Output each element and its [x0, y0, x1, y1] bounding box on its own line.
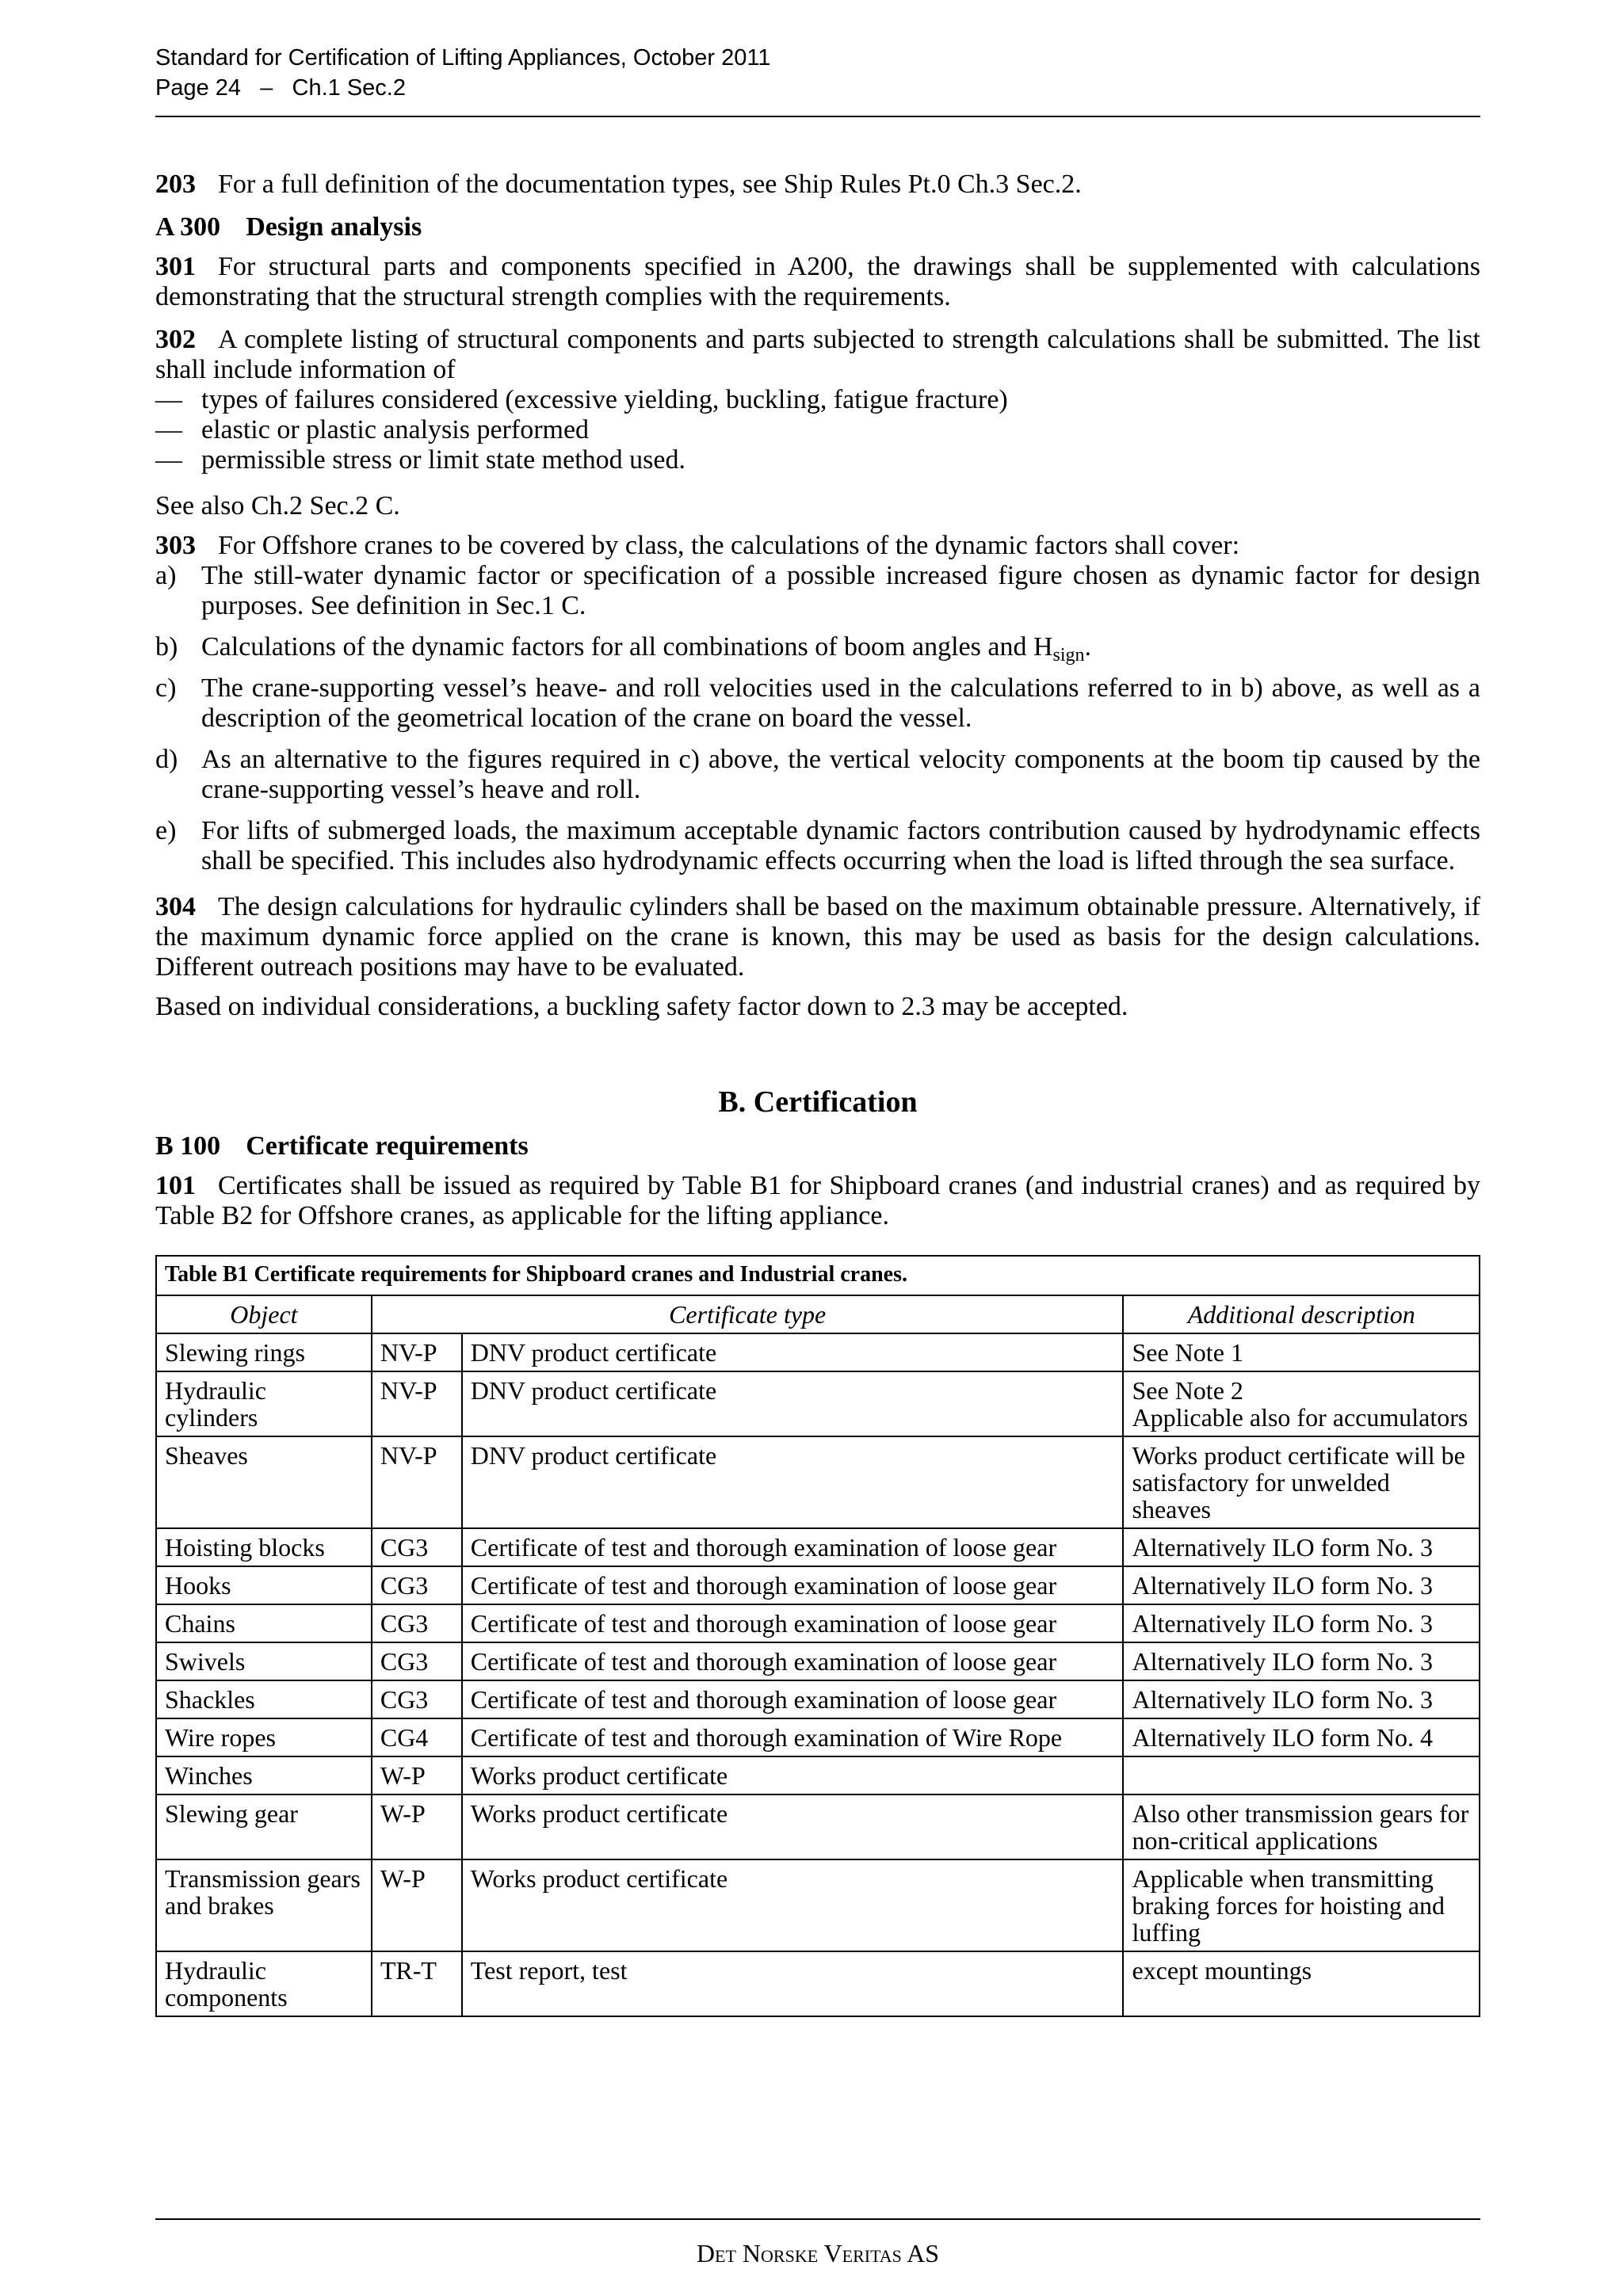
paragraph-number: 101 [155, 1171, 196, 1200]
header-title: Standard for Certification of Lifting Appliances, October 2011 [155, 45, 771, 71]
list-item-d: d) As an alternative to the figures required in c) above, the vertical velocity components at the boom tip caused by the crane-supporting vessel’s heave and roll. [155, 745, 1480, 804]
list-item: — types of failures considered (excessive yielding, buckling, fatigue fracture) [155, 385, 1008, 414]
table-row: Winches W-P Works product certificate [156, 1756, 1480, 1794]
list-item: — elastic or plastic analysis performed [155, 415, 590, 444]
buckling-note: Based on individual considerations, a buckling safety factor down to 2.3 may be accepted. [155, 992, 1128, 1021]
subsection-title: Design analysis [246, 212, 422, 242]
paragraph-text: For Offshore cranes to be covered by class, the calculations of the dynamic factors shall cover: [218, 531, 1240, 560]
header-rule [155, 116, 1480, 117]
header-page-ref: Page 24 – Ch.1 Sec.2 [155, 75, 406, 101]
table-row: Swivels CG3 Certificate of test and thorough examination of loose gear Alternatively ILO form No. 3 [156, 1642, 1480, 1680]
paragraph-101 [155, 1171, 1480, 1231]
list-item-e: e) For lifts of submerged loads, the maximum acceptable dynamic factors contribution caused by hydrodynamic effects shall be specified. This includes also hydrodynamic effects occurring when the load is lifted through the sea surface. [155, 816, 1480, 875]
paragraph-text: For a full definition of the documentation types, see Ship Rules Pt.0 Ch.3 Sec.2. [218, 170, 1082, 199]
table-body [156, 1333, 1480, 2016]
paragraph-302 [155, 325, 1480, 385]
paragraph-203 [155, 170, 1480, 200]
certificate-table [155, 1255, 1480, 2017]
column-header-additional: Additional description [1123, 1295, 1480, 1333]
table-row: Wire ropes CG4 Certificate of test and thorough examination of Wire Rope Alternatively ILO form No. 4 [156, 1718, 1480, 1756]
page-header [155, 43, 1480, 103]
table-row: Hooks CG3 Certificate of test and thorough examination of loose gear Alternatively ILO form No. 3 [156, 1566, 1480, 1604]
table-row: Hoisting blocks CG3 Certificate of test and thorough examination of loose gear Alternatively ILO form No. 3 [156, 1528, 1480, 1566]
table-row: Slewing gear W-P Works product certificate Also other transmission gears for non-critical applications [156, 1794, 1480, 1859]
subsection-code: A 300 [155, 212, 221, 242]
list-item-a: a) The still-water dynamic factor or specification of a possible increased figure chosen as dynamic factor for design purposes. See definition in Sec.1 C. [155, 561, 1480, 620]
failure-info-list [155, 385, 1480, 475]
column-header-certificate-type: Certificate type [372, 1295, 1124, 1333]
paragraph-number: 301 [155, 252, 196, 281]
dash-marker: — [155, 385, 182, 414]
list-item-b: b) Calculations of the dynamic factors for all combinations of boom angles and $H_{sign}$. [155, 632, 1092, 666]
paragraph-text: Certificates shall be issued as required by Table B1 for Shipboard cranes (and industrial cranes) and as required by Table B2 for Offshore cranes, as applicable for the lifting appliance. [155, 1171, 1480, 1230]
list-item: — permissible stress or limit state method used. [155, 445, 685, 475]
paragraph-number: 304 [155, 892, 196, 921]
table-row: Shackles CG3 Certificate of test and thorough examination of loose gear Alternatively ILO form No. 3 [156, 1680, 1480, 1718]
table-row: Hydraulic components TR-T Test report, test except mountings [156, 1951, 1480, 2016]
table-row: Sheaves NV-P DNV product certificate Works product certificate will be satisfactory for unwelded sheaves [156, 1436, 1480, 1528]
paragraph-303 [155, 531, 1480, 561]
paragraph-301 [155, 252, 1480, 312]
paragraph-number: 203 [155, 170, 196, 199]
paragraph-304 [155, 892, 1480, 982]
footer-rule [155, 2218, 1480, 2220]
paragraph-number: 303 [155, 531, 196, 560]
section-title-b: B. Certification [718, 1085, 918, 1119]
subsection-heading-b100 [155, 1131, 1480, 1161]
subsection-heading-a300 [155, 212, 1480, 242]
table-row: Chains CG3 Certificate of test and thorough examination of loose gear Alternatively ILO form No. 3 [156, 1604, 1480, 1642]
table-caption-row [156, 1256, 1480, 1295]
document-body [155, 170, 1480, 2017]
table-row: Transmission gears and brakes W-P Works product certificate Applicable when transmitting braking forces for hoisting and luffing [156, 1859, 1480, 1951]
paragraph-text: For structural parts and components specified in A200, the drawings shall be supplemented with calculations demonstrating that the structural strength complies with the requirements. [155, 252, 1480, 311]
dash-marker: — [155, 415, 182, 444]
paragraph-number: 302 [155, 325, 196, 354]
paragraph-text: The design calculations for hydraulic cylinders shall be based on the maximum obtainable pressure. Alternatively, if the maximum dynamic force applied on the crane is known, this may be used as basis for the design calculations. Different outreach positions may have to be evaluated. [155, 892, 1480, 982]
list-item-c: c) The crane-supporting vessel’s heave- and roll velocities used in the calculations referred to in b) above, as well as a description of the geometrical location of the crane on board the vessel. [155, 673, 1480, 733]
column-header-object: Object [156, 1295, 372, 1333]
see-also-text: See also Ch.2 Sec.2 C. [155, 491, 400, 521]
table-header-row [156, 1295, 1480, 1333]
table-caption: Table B1 Certificate requirements for Shipboard cranes and Industrial cranes. [156, 1256, 1480, 1295]
subsection-code: B 100 [155, 1131, 221, 1161]
table-row: Slewing rings NV-P DNV product certificate See Note 1 [156, 1333, 1480, 1371]
table-row: Hydraulic cylinders NV-P DNV product certificate See Note 2 Applicable also for accumulators [156, 1371, 1480, 1436]
dynamic-factor-list [155, 561, 1480, 876]
dash-marker: — [155, 445, 182, 475]
paragraph-text: A complete listing of structural components and parts subjected to strength calculations shall be submitted. The list shall include information of [155, 325, 1480, 384]
footer-publisher: Det Norske Veritas AS [696, 2239, 940, 2267]
subsection-title: Certificate requirements [246, 1131, 529, 1161]
